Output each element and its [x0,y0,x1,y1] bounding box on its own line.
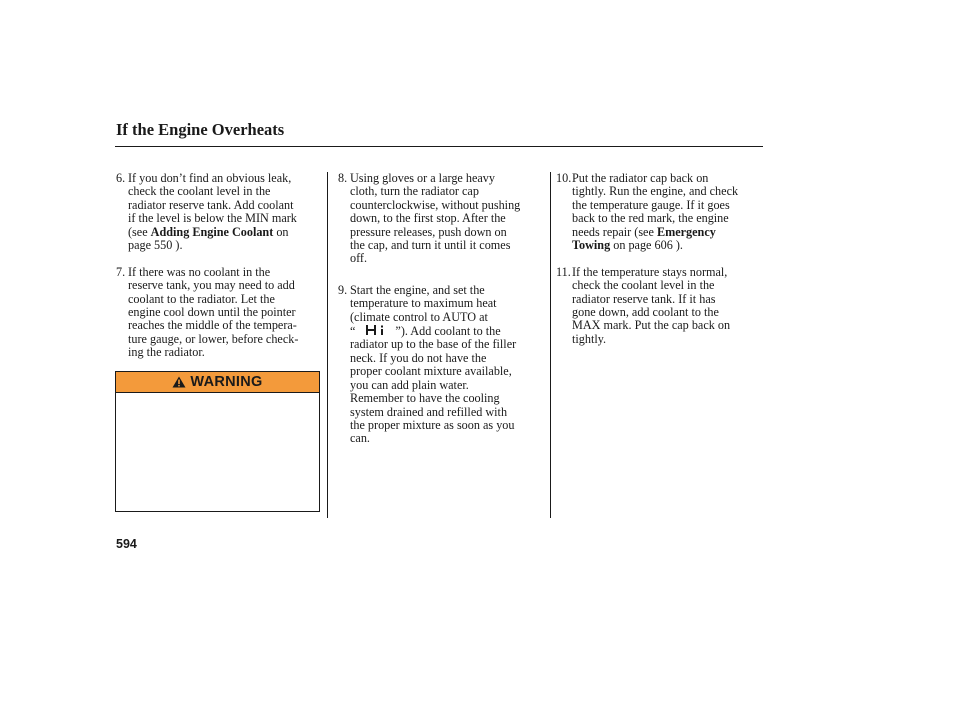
column-divider-right [550,172,551,518]
column-1 [116,172,323,360]
step-number: 6. [116,171,126,185]
step-number: 9. [338,282,348,297]
step-number: 10. [556,171,572,185]
warning-box [115,371,320,512]
step-text-start: Put the radiator cap back on tightly. Run the engine, and check the temperature gauge. If it goes back to the red mark, the engine needs repair (see [572,171,739,239]
emergency-towing-link[interactable]: Emergency Towing [572,224,716,253]
step-text [128,172,323,252]
step-number: 7. [116,264,126,279]
column-divider-left [327,172,328,518]
warning-triangle-icon [172,376,186,388]
step-11 [556,266,762,346]
step-text [572,172,762,252]
step-text: If the temperature stays normal, check the coolant level in the radiator reserve tank. If it has gone down, add coolant to the MAX mark. Put the cap back on tightly. [572,264,731,346]
warning-label: WARNING [190,374,263,390]
step-7 [116,266,323,360]
step-9 [338,284,544,446]
step-text [350,284,544,446]
warning-header [116,372,319,393]
step-text-end: on page 550 ). [128,224,289,253]
hi-symbol-icon [365,324,387,336]
column-3 [556,172,762,346]
step-10 [556,172,762,252]
step-text: Using gloves or a large heavy cloth, turn the radiator cap counterclockwise, without pushing down, to the first stop. After the pressure releases, push down on the cap, and turn it until it comes off. [350,171,521,266]
step-text: If there was no coolant in the reserve tank, you may need to add coolant to the radiator. Let the engine cool down until the pointer reaches the middle of the tempera- ture gauge, or lower, before check- ing the radiator. [128,264,299,360]
title-divider [115,146,763,147]
step-8 [338,172,544,266]
step-text-end: ”). Add coolant to the radiator up to the base of the filler neck. If you do not have the proper coolant mixture available, you can add plain water. Remember to have the cooling system drained and refilled with the proper mixture as soon as you can. [350,324,517,446]
page-number: 594 [116,537,137,551]
step-6 [116,172,323,252]
column-2 [338,172,544,446]
step-text-start: If you don’t find an obvious leak, check the coolant level in the radiator reserve tank. Add coolant if the level is below the MIN mark (see [128,171,297,239]
step-text-start: Start the engine, and set the temperature to maximum heat (climate control to AUTO at “ [350,282,497,339]
page-title: If the Engine Overheats [116,120,285,139]
adding-engine-coolant-link[interactable]: Adding Engine Coolant [150,224,274,239]
step-number: 8. [338,171,348,185]
step-number: 11. [556,264,571,279]
step-text-end: on page 606 ). [610,238,683,253]
